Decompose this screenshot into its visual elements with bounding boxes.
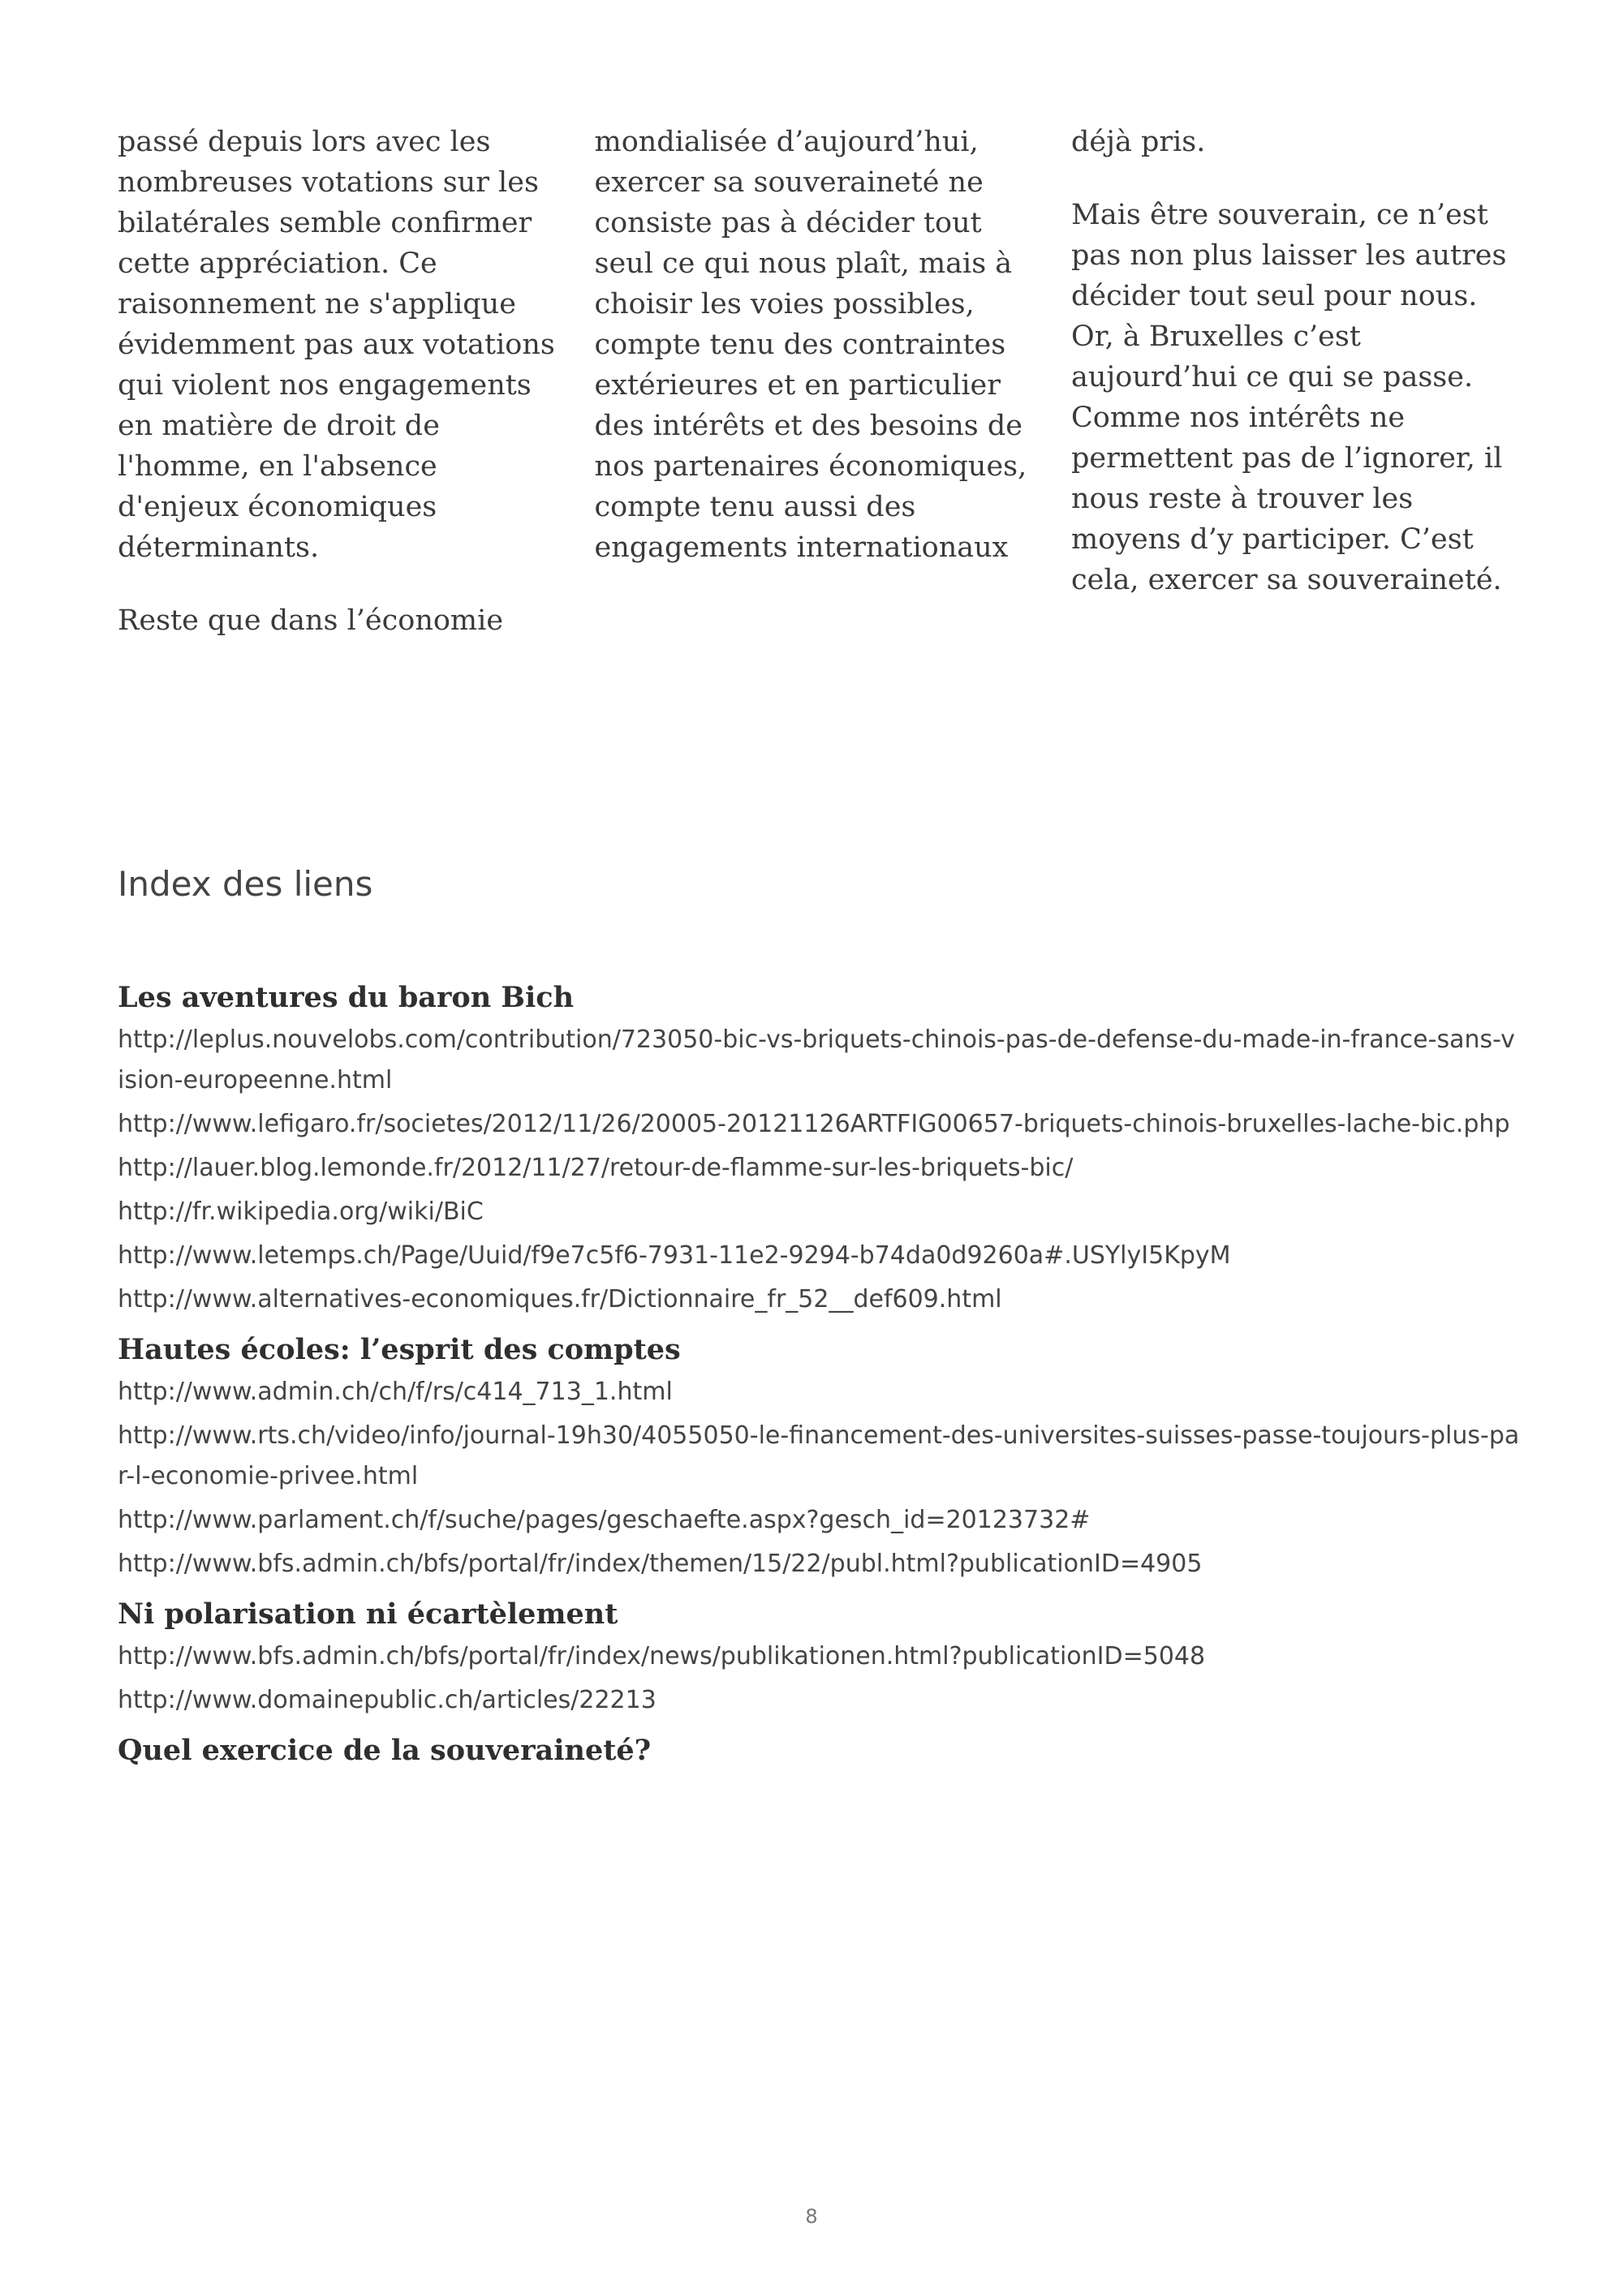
index-section (118, 1594, 1522, 1721)
section-heading: Quel exercice de la souveraineté? (118, 1734, 652, 1767)
article-columns (118, 122, 1513, 673)
index-link[interactable]: http://www.alternatives-economiques.fr/Dictionnaire_fr_52__def609.html (118, 1285, 1002, 1314)
text-column-1 (118, 122, 560, 673)
index-link[interactable]: http://www.parlament.ch/f/suche/pages/geschaefte.aspx?gesch_id=20123732# (118, 1506, 1091, 1534)
section-heading: Hautes écoles: l’esprit des comptes (118, 1333, 681, 1366)
paragraph: déjà pris. (1071, 126, 1206, 158)
text-column-3 (1071, 122, 1513, 673)
section-heading: Les aventures du baron Bich (118, 981, 575, 1014)
text-column-2 (595, 122, 1037, 673)
index-link[interactable]: http://www.letemps.ch/Page/Uuid/f9e7c5f6-7931-11e2-9294-b74da0d9260a#.USYlyI5KpyM (118, 1241, 1231, 1270)
index-section (118, 978, 1522, 1320)
index-link[interactable]: http://www.bfs.admin.ch/bfs/portal/fr/index/themen/15/22/publ.html?publicationID=4905 (118, 1550, 1203, 1578)
link-index-title: Index des liens (118, 864, 373, 904)
page-number: 8 (805, 2205, 818, 2228)
index-link[interactable]: http://leplus.nouvelobs.com/contribution/723050-bic-vs-briquets-chinois-pas-de-defense-du-made-in-france-sans-vision-europeenne.html (118, 1025, 1515, 1094)
link-index (118, 978, 1522, 1773)
paragraph: mondialisée d’aujourd’hui, exercer sa souveraineté ne consiste pas à décider tout seul ce qui nous plaît, mais à choisir les voies possibles, compte tenu des contraintes extérieures et en particulier des intérêts et des besoins de nos partenaires économiques, compte tenu aussi des engagements internationaux (594, 126, 1027, 564)
index-link[interactable]: http://fr.wikipedia.org/wiki/BiC (118, 1197, 484, 1226)
index-link[interactable]: http://www.lefigaro.fr/societes/2012/11/26/20005-20121126ARTFIG00657-briquets-chinois-bruxelles-lache-bic.php (118, 1110, 1510, 1138)
index-link[interactable]: http://www.rts.ch/video/info/journal-19h30/4055050-le-financement-des-universites-suisses-passe-toujours-plus-par-l-economie-privee.html (118, 1421, 1520, 1490)
index-link[interactable]: http://www.bfs.admin.ch/bfs/portal/fr/index/news/publikationen.html?publicationID=5048 (118, 1642, 1206, 1670)
index-section (118, 1330, 1522, 1584)
paragraph: Reste que dans l’économie (118, 604, 504, 637)
index-section (118, 1731, 1522, 1771)
section-heading: Ni polarisation ni écartèlement (118, 1597, 618, 1631)
paragraph: Mais être souverain, ce n’est pas non plus laisser les autres décider tout seul pour nous. Or, à Bruxelles c’est aujourd’hui ce qui se passe. Comme nos intérêts ne permettent pas de l’ignorer, il nous reste à trouver les moyens d’y participer. C’est cela, exercer sa souveraineté. (1071, 199, 1507, 596)
index-link[interactable]: http://lauer.blog.lemonde.fr/2012/11/27/retour-de-flamme-sur-les-briquets-bic/ (118, 1154, 1074, 1182)
paragraph: passé depuis lors avec les nombreuses votations sur les bilatérales semble confirmer cette appréciation. Ce raisonnement ne s'applique évidemment pas aux votations qui violent nos engagements en matière de droit de l'homme, en l'absence d'enjeux économiques déterminants. (118, 126, 555, 564)
index-link[interactable]: http://www.domainepublic.ch/articles/22213 (118, 1686, 657, 1714)
index-link[interactable]: http://www.admin.ch/ch/f/rs/c414_713_1.html (118, 1378, 673, 1406)
